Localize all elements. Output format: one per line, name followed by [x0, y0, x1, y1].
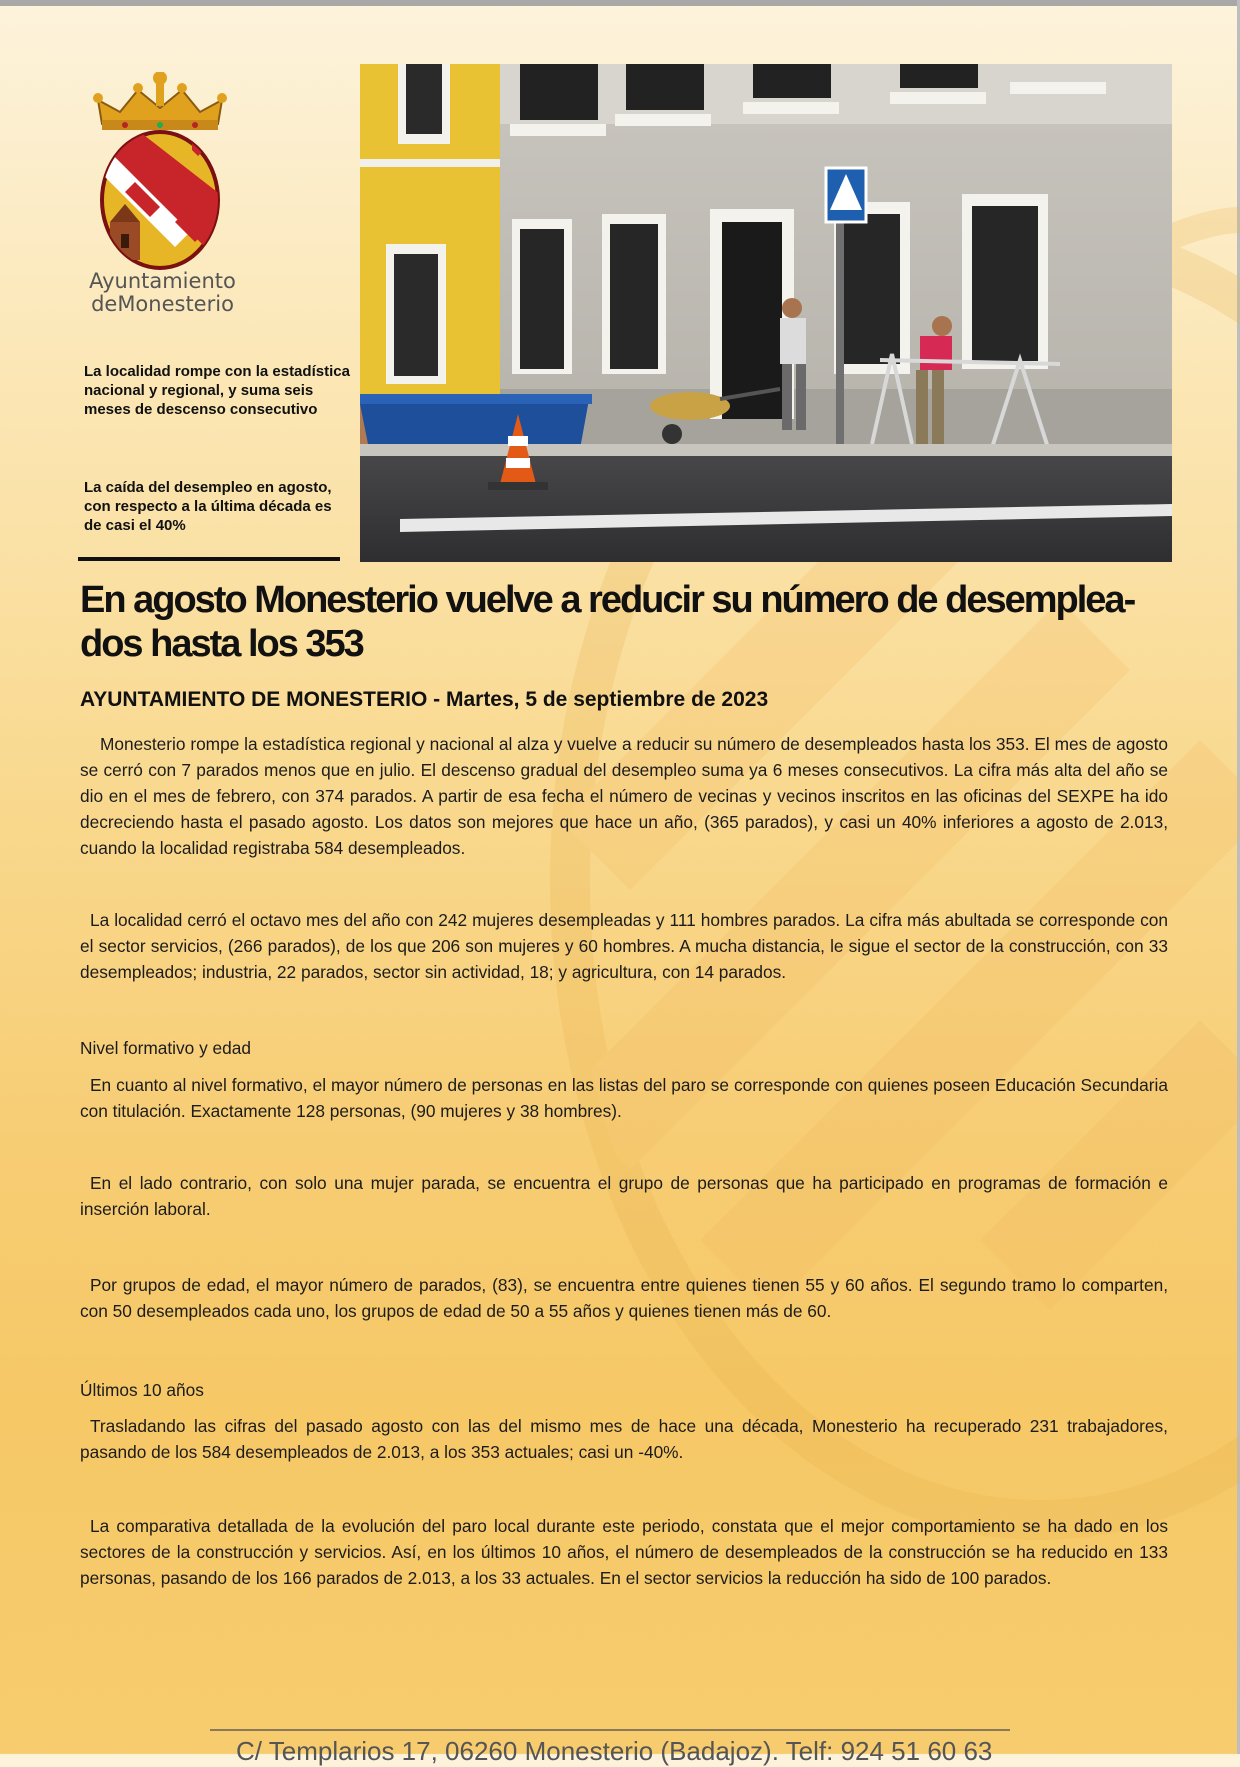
logo-text-line2: deMonesterio: [91, 292, 234, 316]
footer-address: C/ Templarios 17, 06260 Monesterio (Badajoz). Telf: 924 51 60 63: [236, 1736, 993, 1766]
side-note-2: La caída del desempleo en agosto, con respecto a la última década es de casi el 40%: [84, 479, 332, 534]
logo-text-line1: Ayuntamiento: [89, 269, 236, 293]
paragraph-4: En el lado contrario, con solo una mujer parada, se encuentra el grupo de personas que ha participado en programas de formación e inserción laboral.: [80, 1173, 1168, 1219]
paragraph-1: Monesterio rompe la estadística regional y nacional al alza y vuelve a reducir su número de desempleados hasta los 353. El mes de agosto se cerró con 7 parados menos que en julio. El descenso gradual del desempleo suma ya 6 meses consecutivos. La cifra más alta del año se dio en el mes de febrero, con 374 parados. A partir de esa fecha el número de vecinas y vecinos inscritos en las oficinas del SEXPE ha ido decreciendo hasta el pasado agosto. Los datos son mejores que hace un año, (365 parados), y casi un 40% inferiores a agosto de 2.013, cuando la localidad registraba 584 desempleados.: [80, 734, 1168, 858]
side-note-1: La localidad rompe con la estadística nacional y regional, y suma seis meses de descenso consecutivo: [84, 363, 350, 418]
page-top-border: [0, 0, 1240, 6]
footer-divider: [210, 1729, 1010, 1731]
paragraph-2: La localidad cerró el octavo mes del año con 242 mujeres desempleadas y 111 hombres parados. La cifra más abultada se corresponde con el sector servicios, (266 parados), de los que 206 son mujeres y 60 hombres. A mucha distancia, le sigue el sector de la construcción, con 33 desempleados; industria, 22 parados, sector sin actividad, 18; y agricultura, con 14 parados.: [80, 910, 1168, 982]
article-headline: En agosto Monesterio vuelve a reducir su número de desemplea-dos hasta los 353: [80, 579, 1135, 665]
paragraph-6: Trasladando las cifras del pasado agosto con las del mismo mes de hace una década, Monesterio ha recuperado 231 trabajadores, pasando de los 584 desempleados de 2.013, a los 353 actuales; casi un -40%.: [80, 1416, 1168, 1462]
street-photo: [360, 64, 1172, 562]
paragraph-5: Por grupos de edad, el mayor número de parados, (83), se encuentra entre quienes tienen 55 y 60 años. El segundo tramo lo comparten, con 50 desempleados cada uno, los grupos de edad de 50 a 55 años y quienes tienen más de 60.: [80, 1275, 1168, 1321]
ayuntamiento-logo-text: [80, 270, 245, 316]
article-byline: AYUNTAMIENTO DE MONESTERIO - Martes, 5 de septiembre de 2023: [80, 688, 769, 711]
subhead-ultimos-10-anos: Últimos 10 años: [80, 1380, 204, 1400]
paragraph-3: En cuanto al nivel formativo, el mayor número de personas en las listas del paro se corresponde con quienes poseen Educación Secundaria con titulación. Exactamente 128 personas, (90 mujeres y 38 hombres).: [80, 1075, 1168, 1121]
side-divider: [78, 557, 340, 561]
subhead-nivel-formativo: Nivel formativo y edad: [80, 1038, 251, 1058]
paragraph-7: La comparativa detallada de la evolución del paro local durante este periodo, constata que el mejor comportamiento se ha dado en los sectores de la construcción y servicios. Así, en los últimos 10 años, el número de desempleados de la construcción se ha reducido en 133 personas, pasando de los 166 parados de 2.013, a los 33 actuales. En el sector servicios la reducción ha sido de 100 parados.: [80, 1516, 1168, 1588]
